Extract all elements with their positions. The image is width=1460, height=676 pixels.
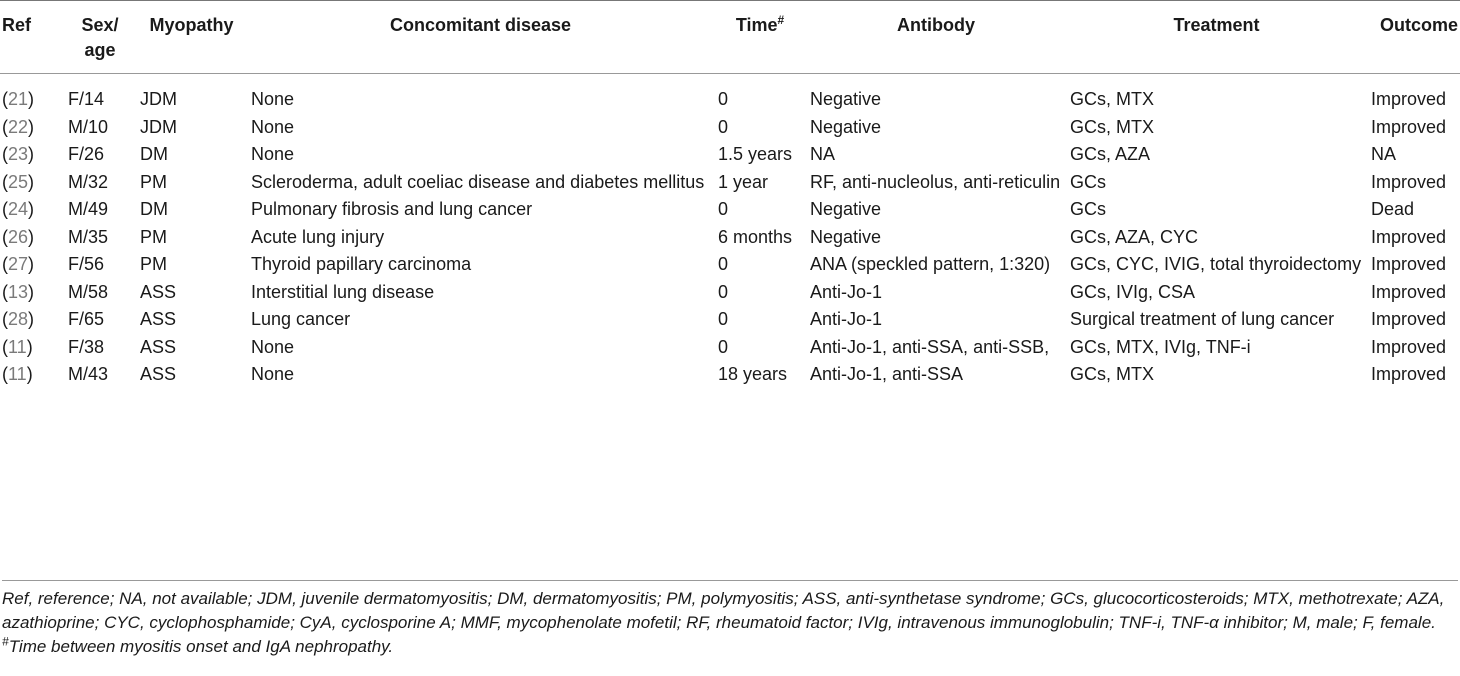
header-sex-age: Sex/ age <box>81 15 119 60</box>
cell-concomitant-disease: Lung cancer <box>251 309 351 329</box>
header-time-label: Time <box>735 15 778 35</box>
cell-ref: (24) <box>2 199 35 219</box>
reference-link[interactable]: 26 <box>8 226 29 247</box>
table-footnotes <box>2 580 1458 659</box>
time-footnote-mark: # <box>2 634 9 649</box>
cell-myopathy: PM <box>140 226 167 247</box>
cell-sex-age: F/14 <box>68 89 105 109</box>
cell-outcome: Improved <box>1371 116 1447 137</box>
cell-concomitant-disease: Acute lung injury <box>251 226 385 247</box>
table-row <box>0 361 1460 399</box>
abbreviations-note: Ref, reference; NA, not available; JDM, juvenile dermatomyositis; DM, dermatomyositis; PM, polymyositis; ASS, anti-synthetase syndrome; GCs, glucocorticosteroids; MTX, methotrexate; AZA, azathioprine; CYC, cyclophosphamide; CyA, cyclosporine A; MMF, mycophenolate mofetil; RF, rheumatoid factor; IVIg, intravenous immunoglobulin; TNF-i, TNF-α inhibitor; M, male; F, female. <box>2 589 1445 632</box>
cell-sex-age: M/32 <box>68 171 109 192</box>
cell-time: 0 <box>718 254 729 274</box>
cell-treatment: GCs, MTX <box>1070 89 1154 109</box>
cell-ref: (27) <box>2 254 35 274</box>
cell-treatment: GCs <box>1070 171 1106 192</box>
cell-sex-age: F/26 <box>68 144 105 164</box>
cell-sex-age: F/38 <box>68 336 105 357</box>
reference-link[interactable]: 11 <box>8 336 27 357</box>
cell-ref: (21) <box>2 89 35 109</box>
cell-ref: (11) <box>2 364 33 384</box>
cell-antibody: RF, anti-nucleolus, anti-reticulin <box>810 171 1061 192</box>
cell-myopathy: DM <box>140 199 168 219</box>
reference-link[interactable]: 22 <box>8 116 29 137</box>
cell-ref: (22) <box>2 116 35 137</box>
cell-myopathy: ASS <box>140 364 177 384</box>
cell-myopathy: PM <box>140 171 167 192</box>
cell-sex-age: M/35 <box>68 226 109 247</box>
cell-sex-age: F/56 <box>68 254 105 274</box>
cell-time: 0 <box>718 281 729 302</box>
table-header <box>0 1 1460 74</box>
cell-concomitant-disease: Interstitial lung disease <box>251 281 435 302</box>
cell-concomitant-disease: Scleroderma, adult coeliac disease and diabetes mellitus <box>251 171 705 192</box>
cell-antibody: Negative <box>810 226 882 247</box>
cell-myopathy: ASS <box>140 281 177 302</box>
header-concomitant-disease: Concomitant disease <box>389 15 572 35</box>
cell-outcome: Improved <box>1371 171 1447 192</box>
cell-concomitant-disease: Pulmonary fibrosis and lung cancer <box>251 199 533 219</box>
cell-ref: (26) <box>2 226 35 247</box>
cell-treatment: GCs, MTX <box>1070 116 1154 137</box>
header-outcome: Outcome <box>1379 15 1458 35</box>
cell-antibody: ANA (speckled pattern, 1:320) <box>810 254 1051 274</box>
table-row <box>0 251 1460 279</box>
cell-time: 0 <box>718 116 729 137</box>
reference-link[interactable]: 24 <box>8 199 29 219</box>
reference-link[interactable]: 28 <box>8 309 29 329</box>
cell-myopathy: JDM <box>140 116 177 137</box>
cell-treatment: GCs, MTX, IVIg, TNF-i <box>1070 336 1251 357</box>
cell-treatment: GCs <box>1070 199 1106 219</box>
cell-outcome: Improved <box>1371 336 1447 357</box>
table-row <box>0 334 1460 362</box>
cell-treatment: GCs, MTX <box>1070 364 1154 384</box>
cell-ref: (25) <box>2 171 35 192</box>
cell-outcome: Improved <box>1371 254 1447 274</box>
cell-antibody: Negative <box>810 116 882 137</box>
cell-concomitant-disease: None <box>251 116 295 137</box>
cell-antibody: NA <box>810 144 836 164</box>
time-footnote-text: Time between myositis onset and IgA nephropathy. <box>8 637 394 656</box>
cell-treatment: GCs, IVIg, CSA <box>1070 281 1196 302</box>
reference-link[interactable]: 23 <box>8 144 29 164</box>
cell-outcome: Improved <box>1371 309 1447 329</box>
header-time-mark: # <box>777 13 785 27</box>
cell-ref: (11) <box>2 336 33 357</box>
cell-outcome: NA <box>1371 144 1397 164</box>
header-time <box>714 1 806 74</box>
table-row <box>0 114 1460 142</box>
cell-myopathy: ASS <box>140 336 177 357</box>
header-antibody: Antibody <box>897 15 975 35</box>
cell-time: 0 <box>718 309 729 329</box>
header-myopathy: Myopathy <box>149 15 234 35</box>
table-row <box>0 306 1460 334</box>
cell-treatment: GCs, AZA, CYC <box>1070 226 1199 247</box>
cell-treatment: Surgical treatment of lung cancer <box>1070 309 1335 329</box>
cell-time: 1.5 years <box>718 144 793 164</box>
table-row <box>0 141 1460 169</box>
table-row <box>0 224 1460 252</box>
cell-ref: (23) <box>2 144 35 164</box>
reference-link[interactable]: 21 <box>8 89 29 109</box>
reference-link[interactable]: 13 <box>8 281 29 302</box>
header-ref: Ref <box>2 15 32 35</box>
cell-antibody: Anti-Jo-1, anti-SSA, anti-SSB, <box>810 336 1050 357</box>
cell-sex-age: F/65 <box>68 309 105 329</box>
cell-outcome: Improved <box>1371 281 1447 302</box>
cell-outcome: Dead <box>1371 199 1415 219</box>
cell-antibody: Anti-Jo-1 <box>810 281 883 302</box>
reference-link[interactable]: 25 <box>8 171 29 192</box>
cell-concomitant-disease: Thyroid papillary carcinoma <box>251 254 472 274</box>
cell-concomitant-disease: None <box>251 144 295 164</box>
cell-time: 1 year <box>718 171 769 192</box>
reference-link[interactable]: 11 <box>8 364 27 384</box>
cell-myopathy: JDM <box>140 89 177 109</box>
cell-antibody: Anti-Jo-1 <box>810 309 883 329</box>
cell-antibody: Negative <box>810 89 882 109</box>
cell-outcome: Improved <box>1371 89 1447 109</box>
cell-ref: (28) <box>2 309 35 329</box>
cell-myopathy: PM <box>140 254 167 274</box>
cell-sex-age: M/43 <box>68 364 109 384</box>
table-row <box>0 279 1460 307</box>
cell-time: 18 years <box>718 364 788 384</box>
cell-sex-age: M/49 <box>68 199 109 219</box>
cell-antibody: Negative <box>810 199 882 219</box>
table-row <box>0 74 1460 114</box>
table-row <box>0 196 1460 224</box>
cell-sex-age: M/10 <box>68 116 109 137</box>
cell-myopathy: DM <box>140 144 168 164</box>
cell-treatment: GCs, CYC, IVIG, total thyroidectomy <box>1070 254 1362 274</box>
cell-time: 0 <box>718 199 729 219</box>
cell-sex-age: M/58 <box>68 281 109 302</box>
cell-time: 6 months <box>718 226 793 247</box>
cell-outcome: Improved <box>1371 364 1447 384</box>
time-footnote <box>2 635 1458 659</box>
cell-time: 0 <box>718 336 729 357</box>
header-treatment: Treatment <box>1173 15 1260 35</box>
header-row <box>0 1 1460 74</box>
cell-antibody: Anti-Jo-1, anti-SSA <box>810 364 964 384</box>
table-body <box>0 74 1460 399</box>
cell-time: 0 <box>718 89 729 109</box>
cell-concomitant-disease: None <box>251 336 295 357</box>
cell-outcome: Improved <box>1371 226 1447 247</box>
cell-concomitant-disease: None <box>251 89 295 109</box>
cell-concomitant-disease: None <box>251 364 295 384</box>
reference-link[interactable]: 27 <box>8 254 29 274</box>
cell-myopathy: ASS <box>140 309 177 329</box>
cell-ref: (13) <box>2 281 35 302</box>
table-row <box>0 169 1460 197</box>
cell-treatment: GCs, AZA <box>1070 144 1151 164</box>
